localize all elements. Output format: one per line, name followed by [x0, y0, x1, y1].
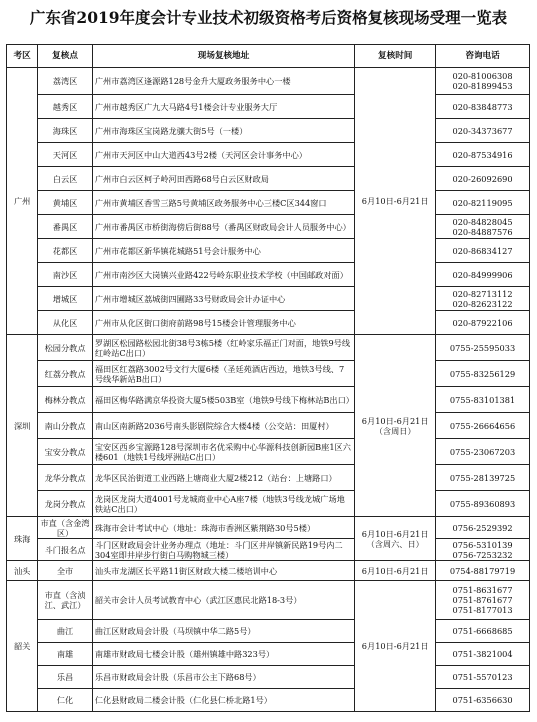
time-range: 6月10日-6月21日	[361, 528, 429, 539]
point-cell: 荔湾区	[38, 68, 93, 95]
point-cell: 市直（含浈江、武江）	[38, 581, 93, 620]
address-cell: 广州市白云区柯子岭河田西路68号白云区财政局	[92, 167, 355, 191]
table-row	[7, 191, 530, 215]
address-cell: 广州市海珠区宝岗路龙骧大街5号（一楼）	[92, 119, 355, 143]
table-row	[7, 68, 530, 95]
header-point: 复核点	[38, 45, 93, 68]
point-cell: 从化区	[38, 311, 93, 335]
phone-cell	[436, 581, 530, 620]
address-cell: 罗湖区松园路松园北街38号3栋5楼（红岭家乐福正门对面，地铁9号线红岭站C出口）	[92, 335, 355, 361]
phone-cell	[436, 191, 530, 215]
phone-number: 0751-8177013	[452, 605, 513, 615]
phone-number: 020-26092690	[452, 173, 513, 184]
address-cell: 广州市黄埔区香雪三路5号黄埔区政务服务中心三楼C区344窗口	[92, 191, 355, 215]
address-cell: 广州市南沙区大岗镇兴业路422号岭东职业技术学校（中国邮政对面）	[92, 263, 355, 287]
region-cell: 广州	[7, 68, 38, 335]
point-cell: 斗门报名点	[38, 539, 93, 561]
point-cell: 白云区	[38, 167, 93, 191]
phone-cell	[436, 119, 530, 143]
table-row	[7, 335, 530, 361]
phone-number: 0756-5310139	[452, 539, 513, 550]
table-row	[7, 539, 530, 561]
table-row	[7, 361, 530, 387]
table-row	[7, 517, 530, 539]
time-range: 6月10日-6月21日	[361, 415, 429, 426]
phone-number: 020-84999906	[452, 269, 513, 280]
phone-number: 0755-28139725	[449, 472, 516, 483]
phone-number: 020-84887576	[452, 226, 513, 237]
table-row	[7, 239, 530, 263]
table-row	[7, 167, 530, 191]
phone-number: 0755-25595033	[449, 342, 516, 353]
point-cell: 红荔分教点	[38, 361, 93, 387]
region-cell: 韶关	[7, 581, 38, 712]
phone-cell	[436, 413, 530, 439]
time-range: 6月10日-6月21日	[361, 641, 429, 651]
phone-number: 020-81899453	[452, 81, 513, 91]
point-cell: 南沙区	[38, 263, 93, 287]
point-cell: 海珠区	[38, 119, 93, 143]
table-row	[7, 95, 530, 119]
phone-cell	[436, 361, 530, 387]
phone-number: 0751-6356630	[452, 695, 513, 705]
address-cell: 广州市花都区新华镇花城路51号会计服务中心	[92, 239, 355, 263]
phone-cell	[436, 387, 530, 413]
phone-cell	[436, 561, 530, 581]
header-time: 复核时间	[355, 45, 436, 68]
point-cell: 全市	[38, 561, 93, 581]
time-cell	[355, 517, 436, 561]
table-row	[7, 689, 530, 712]
page-title: 广东省2019年度会计专业技术初级资格考后资格复核现场受理一览表	[29, 8, 508, 27]
phone-number: 020-86834127	[452, 245, 513, 256]
table-row	[7, 465, 530, 491]
address-cell: 广州市增城区荔城街四圃路33号财政局会计办证中心	[92, 287, 355, 311]
address-cell: 斗门区财政局会计业务办理点（地址：斗门区井岸镇新民路19号内二304室即井岸步行街白马购物城三楼）	[92, 539, 355, 561]
phone-cell	[436, 215, 530, 239]
header-phone: 咨询电话	[436, 45, 530, 68]
point-cell: 增城区	[38, 287, 93, 311]
table-row	[7, 491, 530, 517]
phone-number: 0755-89360893	[449, 498, 516, 509]
phone-number: 0755-83256129	[449, 368, 516, 379]
address-cell: 南山区南新路2036号南头影剧院综合大楼4楼（公交站：田厦村）	[92, 413, 355, 439]
phone-number: 020-82119095	[452, 197, 513, 208]
phone-number: 0751-6668685	[452, 626, 513, 636]
address-cell: 广州市从化区街口街府前路98号15楼会计管理服务中心	[92, 311, 355, 335]
address-cell: 乐昌市财政局会计股（乐昌市公主下路68号）	[92, 666, 355, 689]
phone-cell	[436, 143, 530, 167]
review-sites-table	[6, 44, 530, 712]
phone-cell	[436, 491, 530, 517]
phone-cell	[436, 517, 530, 539]
table-row	[7, 119, 530, 143]
phone-number: 0751-8631677	[452, 585, 513, 595]
phone-cell	[436, 335, 530, 361]
phone-number: 0755-23067203	[449, 446, 516, 457]
point-cell: 天河区	[38, 143, 93, 167]
table-header-row	[7, 45, 530, 68]
table-row	[7, 143, 530, 167]
phone-number: 0751-3821004	[452, 649, 513, 659]
phone-cell	[436, 95, 530, 119]
point-cell: 龙华分教点	[38, 465, 93, 491]
address-cell: 广州市荔湾区逢源路128号金升大厦政务服务中心一楼	[92, 68, 355, 95]
time-note: （含周日）	[374, 425, 416, 436]
table-row	[7, 311, 530, 335]
phone-cell	[436, 239, 530, 263]
address-cell: 汕头市龙湖区长平路11街区财政大楼二楼培训中心	[92, 561, 355, 581]
phone-number: 0751-8761677	[452, 595, 513, 605]
table-row	[7, 215, 530, 239]
table-row	[7, 666, 530, 689]
table-row	[7, 413, 530, 439]
address-cell: 珠海市会计考试中心（地址：珠海市香洲区紫荆路30号5楼）	[92, 517, 355, 539]
table-row	[7, 620, 530, 643]
point-cell: 番禺区	[38, 215, 93, 239]
address-cell: 福田区梅华路满京华投资大厦5楼503B室（地铁9号线下梅林站B出口）	[92, 387, 355, 413]
point-cell: 南山分教点	[38, 413, 93, 439]
phone-number: 0756-2529392	[452, 522, 513, 533]
address-cell: 宝安区西乡宝源路128号深圳市名优采购中心华源科技创新园B座1区六楼601（地铁1号线坪洲站C出口）	[92, 439, 355, 465]
time-range: 6月10日-6月21日	[361, 196, 429, 206]
point-cell: 龙岗分教点	[38, 491, 93, 517]
phone-number: 020-87922106	[452, 317, 513, 328]
phone-cell	[436, 439, 530, 465]
point-cell: 梅林分教点	[38, 387, 93, 413]
table-row	[7, 643, 530, 666]
header-address: 现场复核地址	[92, 45, 355, 68]
address-cell: 龙岗区龙岗大道4001号龙城商业中心A座7楼（地铁3号线龙城广场地铁站C出口）	[92, 491, 355, 517]
time-cell	[355, 581, 436, 712]
point-cell: 黄埔区	[38, 191, 93, 215]
phone-cell	[436, 287, 530, 311]
phone-number: 020-82623122	[452, 298, 513, 309]
address-cell: 韶关市会计人员考试教育中心（武江区惠民北路18-3号）	[92, 581, 355, 620]
phone-number: 020-84828045	[452, 216, 513, 227]
table-row	[7, 287, 530, 311]
phone-cell	[436, 68, 530, 95]
table-row	[7, 263, 530, 287]
table-row	[7, 439, 530, 465]
address-cell: 福田区红荔路3002号文行大厦6楼（圣廷苑酒店西边，地铁3号线、7号线华新站B出口）	[92, 361, 355, 387]
phone-number: 020-82713112	[452, 288, 513, 299]
point-cell: 松园分教点	[38, 335, 93, 361]
time-note: （含周六、日）	[366, 538, 424, 549]
phone-number: 020-83848773	[452, 101, 513, 112]
time-cell	[355, 561, 436, 581]
address-cell: 广州市越秀区广九大马路4号1楼会计专业服务大厅	[92, 95, 355, 119]
phone-cell	[436, 620, 530, 643]
point-cell: 市直（含金湾区）	[38, 517, 93, 539]
phone-number: 020-34373677	[452, 125, 513, 136]
region-cell: 汕头	[7, 561, 38, 581]
phone-number: 020-87534916	[452, 149, 513, 160]
phone-cell	[436, 539, 530, 561]
phone-cell	[436, 167, 530, 191]
phone-cell	[436, 666, 530, 689]
point-cell: 南雄	[38, 643, 93, 666]
point-cell: 花都区	[38, 239, 93, 263]
address-cell: 广州市番禺区市桥街海傍后街88号（番禺区财政局会计人员服务中心）	[92, 215, 355, 239]
phone-number: 0754-88179719	[449, 565, 516, 576]
table-row	[7, 387, 530, 413]
address-cell: 龙华区民治街道工业西路上塘商业大厦2楼212（站台：上塘路口）	[92, 465, 355, 491]
phone-number: 0756-7253232	[452, 549, 513, 560]
point-cell: 越秀区	[38, 95, 93, 119]
table-body	[7, 68, 530, 712]
phone-cell	[436, 643, 530, 666]
table-row	[7, 581, 530, 620]
phone-cell	[436, 311, 530, 335]
point-cell: 宝安分教点	[38, 439, 93, 465]
address-cell: 广州市天河区中山大道西43号2楼（天河区会计事务中心）	[92, 143, 355, 167]
phone-number: 0751-5570123	[452, 672, 513, 682]
point-cell: 曲江	[38, 620, 93, 643]
phone-cell	[436, 263, 530, 287]
phone-cell	[436, 465, 530, 491]
phone-number: 0755-83101381	[449, 394, 516, 405]
address-cell: 曲江区财政局会计股（马坝镇中华二路5号）	[92, 620, 355, 643]
header-region: 考区	[7, 45, 38, 68]
phone-number: 0755-26664656	[449, 420, 516, 431]
address-cell: 仁化县财政局二楼会计股（仁化县仁桥北路1号）	[92, 689, 355, 712]
time-cell	[355, 335, 436, 517]
phone-cell	[436, 689, 530, 712]
phone-number: 020-81006308	[452, 71, 513, 81]
address-cell: 南雄市财政局七楼会计股（雄州镇雄中路323号）	[92, 643, 355, 666]
time-cell	[355, 68, 436, 335]
time-range: 6月10日-6月21日	[361, 565, 429, 576]
table-row	[7, 561, 530, 581]
region-cell: 深圳	[7, 335, 38, 517]
point-cell: 仁化	[38, 689, 93, 712]
region-cell: 珠海	[7, 517, 38, 561]
point-cell: 乐昌	[38, 666, 93, 689]
